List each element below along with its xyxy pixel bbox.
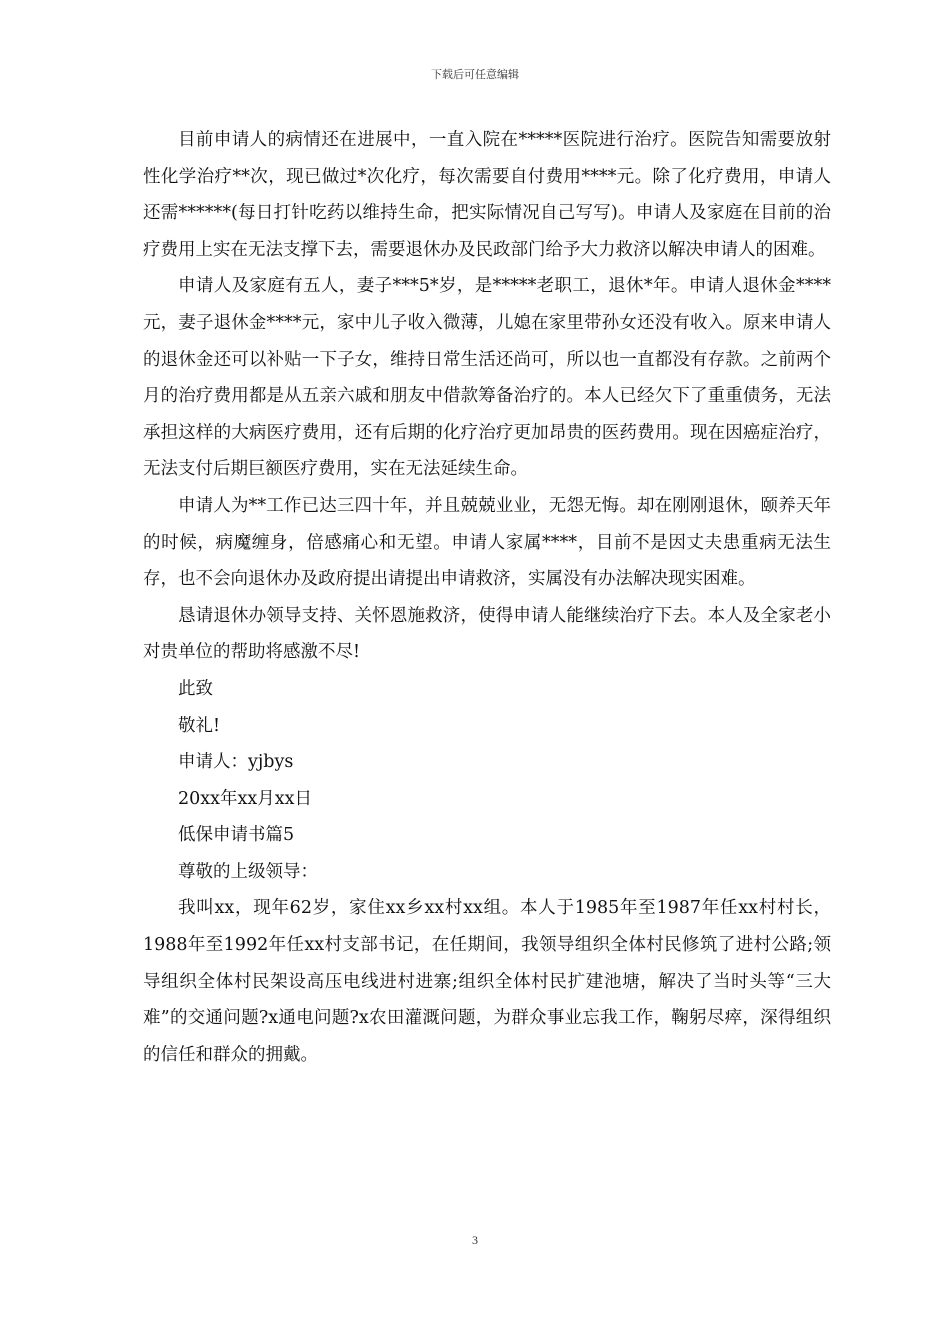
paragraph-family: 申请人及家庭有五人，妻子***5*岁，是*****老职工，退休*年。申请人退休金****元，妻子退休金****元，家中儿子收入微薄，儿媳在家里带孙女还没有收入。原来申请人的退休金还可以补贴一下子女，维持日常生活还尚可，所以也一直都没有存款。之前两个月的治疗费用都是从五亲六戚和朋友中借款筹备治疗的。本人已经欠下了重重债务，无法承担这样的大病医疗费用，还有后期的化疗治疗更加昂贵的医药费用。现在因癌症治疗，无法支付后期巨额医疗费用，实在无法延续生命。 bbox=[143, 276, 831, 480]
salute-line: 敬礼! bbox=[178, 715, 221, 736]
paragraph-introduction: 我叫xx，现年62岁，家住xx乡xx村xx组。本人于1985年至1987年任xx村村长，1988年至1992年任xx村支部书记，在任期间，我领导组织全体村民修筑了进村公路;领导组织全体村民架设高压电线进村进寨;组织全体村民扩建池塘，解决了当时头等“三大难”的交通问题?x通电问题?x农田灌溉问题，为群众事业忘我工作，鞠躬尽瘁，深得组织的信任和群众的拥戴。 bbox=[143, 898, 831, 1065]
document-body bbox=[143, 122, 831, 1073]
date-line: 20xx年xx月xx日 bbox=[178, 788, 312, 809]
section-title: 低保申请书篇5 bbox=[178, 825, 295, 846]
page-number: 3 bbox=[472, 1233, 478, 1247]
paragraph-work-history: 申请人为**工作已达三四十年，并且兢兢业业，无怨无悔。却在刚刚退休，颐养天年的时候，病魔缠身，倍感痛心和无望。申请人家属****，目前不是因丈夫患重病无法生存，也不会向退休办及政府提出请提出申请救济，实属没有办法解决现实困难。 bbox=[143, 495, 831, 590]
greeting-line: 尊敬的上级领导： bbox=[178, 861, 318, 882]
page-header: 下载后可任意编辑 bbox=[431, 68, 519, 81]
paragraph-request: 恳请退休办领导支持、关怀恩施救济，使得申请人能继续治疗下去。本人及全家老小对贵单位的帮助将感激不尽! bbox=[143, 605, 831, 663]
applicant-line: 申请人：yjbys bbox=[178, 752, 294, 773]
closing-line: 此致 bbox=[178, 678, 213, 699]
paragraph-condition: 目前申请人的病情还在进展中，一直入院在*****医院进行治疗。医院告知需要放射性化学治疗**次，现已做过*次化疗，每次需要自付费用****元。除了化疗费用，申请人还需******(每日打针吃药以维持生命，把实际情况自己写写)。申请人及家庭在目前的治疗费用上实在无法支撑下去，需要退休办及民政部门给予大力救济以解决申请人的困难。 bbox=[143, 130, 831, 260]
